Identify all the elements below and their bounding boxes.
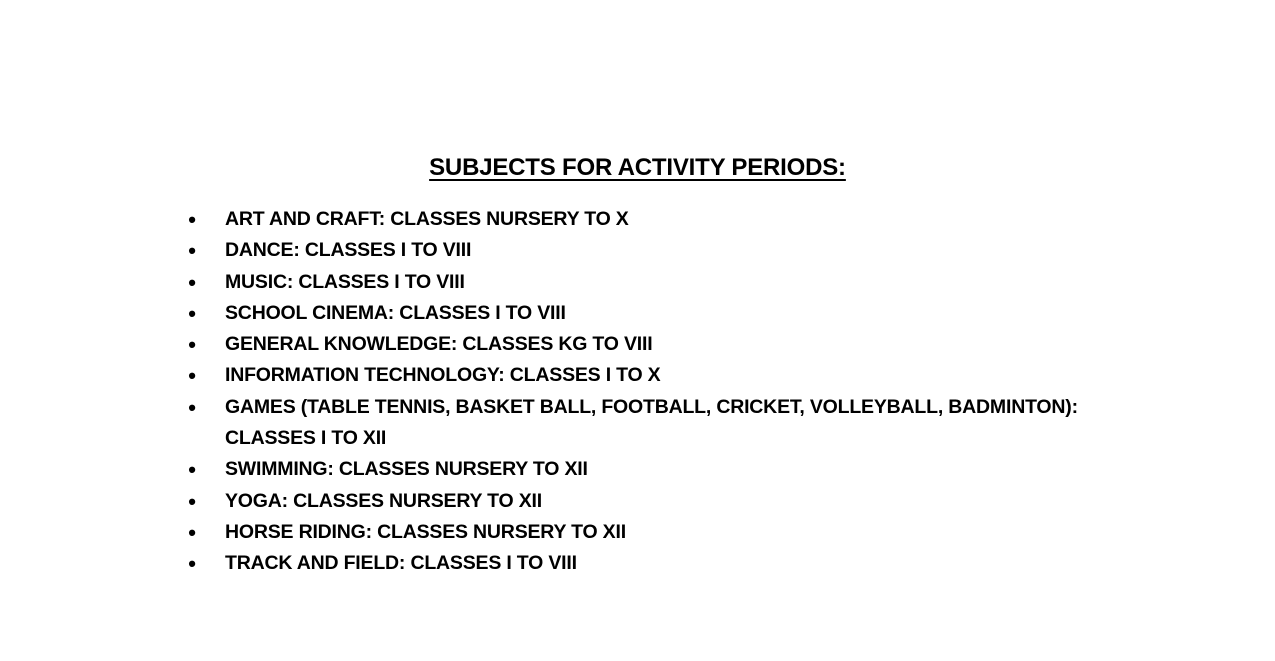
list-item	[188, 486, 1125, 517]
list-item-text: HORSE RIDING: CLASSES NURSERY TO XII	[225, 520, 626, 543]
list-item-text: GAMES (TABLE TENNIS, BASKET BALL, FOOTBALL, CRICKET, VOLLEYBALL, BADMINTON): CLASSES I TO XII	[225, 395, 1078, 450]
list-item	[188, 298, 1125, 329]
list-item	[188, 517, 1125, 548]
list-item-text: DANCE: CLASSES I TO VIII	[225, 239, 472, 262]
bullet-icon: •	[188, 551, 196, 577]
page-title-text: SUBJECTS FOR ACTIVITY PERIODS:	[429, 154, 846, 181]
list-item	[188, 548, 1125, 579]
list-item	[188, 204, 1125, 235]
list-item	[188, 360, 1125, 391]
bullet-icon: •	[188, 207, 196, 232]
bullet-icon: •	[188, 488, 196, 514]
list-item-text: TRACK AND FIELD: CLASSES I TO VIII	[225, 552, 577, 575]
bullet-icon: •	[188, 363, 196, 389]
list-item	[188, 235, 1125, 266]
bullet-icon: •	[188, 300, 196, 326]
bullet-icon: •	[188, 394, 196, 420]
activity-list	[188, 204, 1125, 580]
list-item-text: SWIMMING: CLASSES NURSERY TO XII	[225, 458, 588, 481]
page-title	[0, 152, 1275, 184]
bullet-icon: •	[188, 457, 196, 483]
bullet-icon: •	[188, 332, 196, 358]
list-item-text: ART AND CRAFT: CLASSES NURSERY TO X	[225, 208, 629, 230]
list-item-text: INFORMATION TECHNOLOGY: CLASSES I TO X	[225, 364, 661, 387]
list-item-text: SCHOOL CINEMA: CLASSES I TO VIII	[225, 301, 566, 324]
bullet-icon: •	[188, 238, 196, 264]
list-item-text: MUSIC: CLASSES I TO VIII	[225, 270, 465, 293]
bullet-icon: •	[188, 519, 196, 545]
list-item-text: GENERAL KNOWLEDGE: CLASSES KG TO VIII	[225, 333, 653, 356]
list-item	[188, 329, 1125, 360]
bullet-icon: •	[188, 269, 196, 295]
list-item-text: YOGA: CLASSES NURSERY TO XII	[225, 489, 542, 512]
list-item	[188, 392, 1125, 455]
list-item	[188, 454, 1125, 485]
list-item	[188, 267, 1125, 298]
